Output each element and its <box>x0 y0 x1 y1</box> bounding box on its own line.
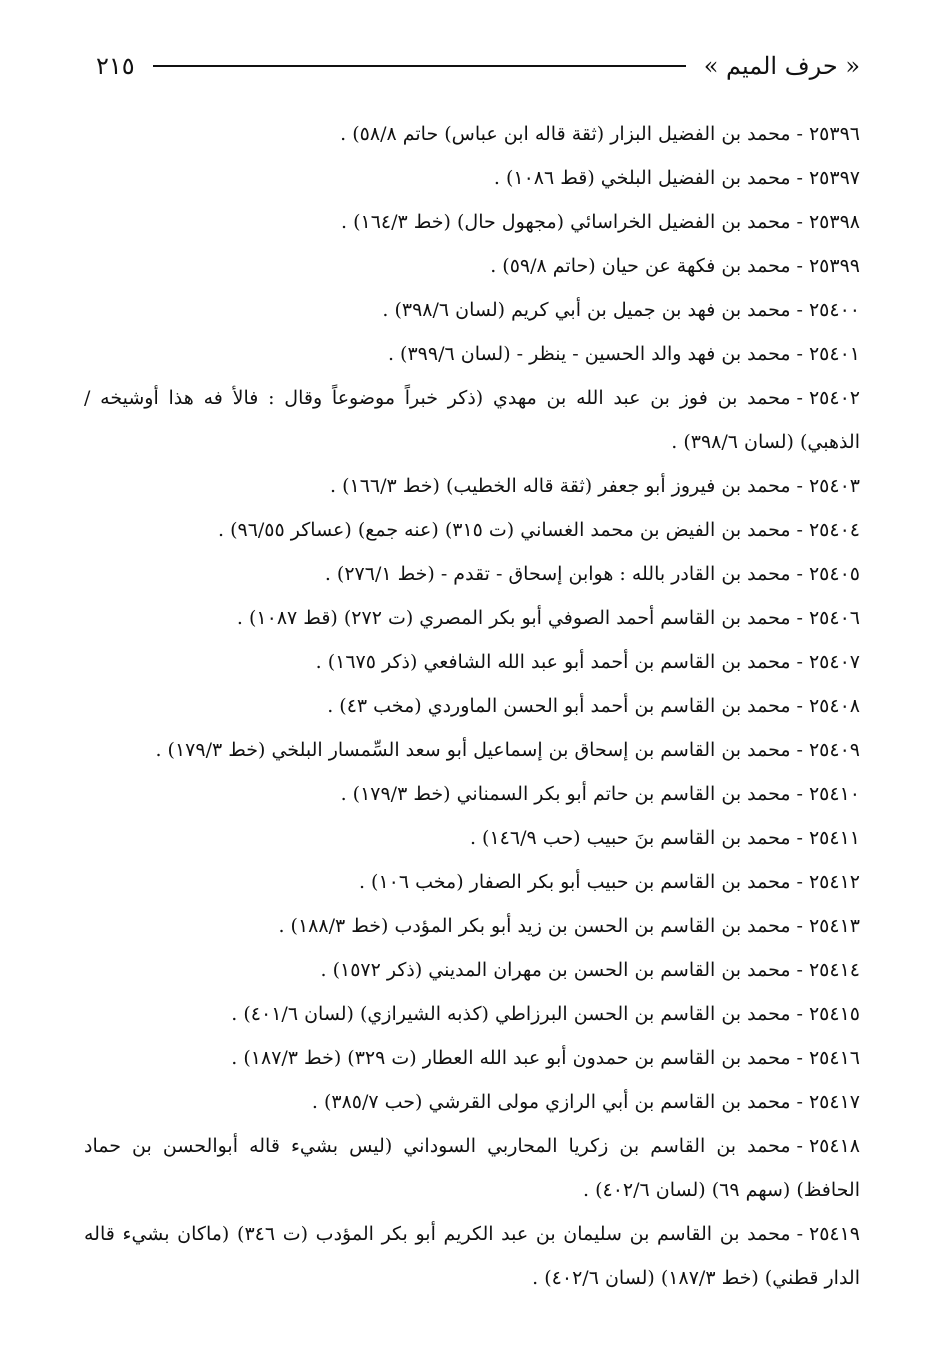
entry-separator: - <box>796 959 803 981</box>
entry-separator: - <box>796 783 803 805</box>
list-item <box>84 464 860 508</box>
entry-number: ٢٥٤٠٣ <box>808 475 860 497</box>
entry-separator: - <box>796 1223 803 1245</box>
list-item <box>84 992 860 1036</box>
list-item <box>84 332 860 376</box>
entry-number: ٢٥٤١٣ <box>808 915 860 937</box>
entry-separator: - <box>796 607 803 629</box>
entry-text: محمد بن القاسم بن زكريا المحاربي السوداني (ليس بشيء قاله أبوالحسن بن حماد الحافظ) (سهم ٦٩) (لسان ٤٠٢/٦) . <box>84 1135 860 1201</box>
entry-number: ٢٥٣٩٦ <box>808 123 860 145</box>
entry-number: ٢٥٤٠٥ <box>808 563 860 585</box>
list-item <box>84 860 860 904</box>
entry-separator: - <box>796 739 803 761</box>
entry-text: محمد بن الفيض بن محمد الغساني (ت ٣١٥) (عنه جمع) (عساكر ٩٦/٥٥) . <box>218 519 791 541</box>
entry-number: ٢٥٣٩٩ <box>808 255 860 277</box>
list-item <box>84 684 860 728</box>
entry-number: ٢٥٤٠٠ <box>808 299 860 321</box>
entry-text: محمد بن القاسم أحمد الصوفي أبو بكر المصري (ت ٢٧٢) (قط ١٠٨٧) . <box>236 607 791 629</box>
entry-number: ٢٥٤٠٢ <box>808 387 860 409</box>
entry-text: محمد بن القاسم بن حاتم أبو بكر السمناني (خط ١٧٩/٣) . <box>340 783 791 805</box>
entry-number: ٢٥٤١٥ <box>808 1003 860 1025</box>
entry-separator: - <box>796 299 803 321</box>
entry-separator: - <box>796 1003 803 1025</box>
entry-separator: - <box>796 695 803 717</box>
list-item <box>84 640 860 684</box>
entry-separator: - <box>796 211 803 233</box>
entry-separator: - <box>796 1047 803 1069</box>
entry-number: ٢٥٤٠١ <box>808 343 860 365</box>
entry-text: محمد بن فوز بن عبد الله بن مهدي (ذكر خبراً موضوعاً وقال : فالأ فه هذا أوشيخه / الذهبي) (لسان ٣٩٨/٦) . <box>84 387 860 453</box>
entry-number: ٢٥٤١٨ <box>808 1135 860 1157</box>
list-item <box>84 112 860 156</box>
entry-number: ٢٥٤١٧ <box>808 1091 860 1113</box>
entry-number: ٢٥٤٠٤ <box>808 519 860 541</box>
list-item <box>84 728 860 772</box>
entry-separator: - <box>796 475 803 497</box>
header-rule <box>153 65 686 67</box>
entry-separator: - <box>796 563 803 585</box>
list-item <box>84 772 860 816</box>
entry-number: ٢٥٣٩٨ <box>808 211 860 233</box>
entry-text: محمد بن القاسم بن الحسن بن مهران المديني (ذكر ١٥٧٢) . <box>320 959 791 981</box>
list-item <box>84 1080 860 1124</box>
list-item <box>84 1124 860 1212</box>
entry-separator: - <box>796 871 803 893</box>
entry-separator: - <box>796 1091 803 1113</box>
entry-separator: - <box>796 519 803 541</box>
entry-text: محمد بن القاسم بن سليمان بن عبد الكريم أبو بكر المؤدب (ت ٣٤٦) (ماكان بشيء قاله الدار قطني) (خط ١٨٧/٣) (لسان ٤٠٢/٦) . <box>84 1223 860 1289</box>
entry-separator: - <box>796 1135 803 1157</box>
entry-number: ٢٥٤١٢ <box>808 871 860 893</box>
page-number: ٢١٥ <box>96 52 135 80</box>
entry-number: ٢٥٤٠٦ <box>808 607 860 629</box>
entry-text: محمد بن القاسم بن الحسن البرزاطي (كذبه الشيرازي) (لسان ٤٠١/٦) . <box>231 1003 791 1025</box>
entry-text: محمد بن القاسم بن الحسن بن زيد أبو بكر المؤدب (خط ١٨٨/٣) . <box>278 915 791 937</box>
entry-text: محمد بن القادر بالله : هوابن إسحاق - تقدم - (خط ٢٧٦/١) . <box>324 563 791 585</box>
entry-number: ٢٥٤١٠ <box>808 783 860 805</box>
entry-separator: - <box>796 387 803 409</box>
entry-text: محمد بن فهد والد الحسين - ينظر - (لسان ٣٩٩/٦) . <box>387 343 791 365</box>
list-item <box>84 1212 860 1300</box>
entry-text: محمد بن فهد بن جميل بن أبي كريم (لسان ٣٩٨/٦) . <box>382 299 791 321</box>
list-item <box>84 552 860 596</box>
list-item <box>84 904 860 948</box>
header-title: « حرف الميم » <box>703 52 860 80</box>
entry-text: محمد بن القاسم بن أبي الرازي مولى القرشي (حب ٣٨٥/٧) . <box>311 1091 791 1113</box>
entry-separator: - <box>796 167 803 189</box>
entry-text: محمد بن القاسم بن حمدون أبو عبد الله العطار (ت ٣٢٩) (خط ١٨٧/٣) . <box>231 1047 791 1069</box>
page-header <box>96 46 860 86</box>
list-item <box>84 596 860 640</box>
entry-list <box>84 112 860 1300</box>
entry-text: محمد بن فكهة عن حيان (حاتم ٥٩/٨) . <box>490 255 791 277</box>
entry-number: ٢٥٤٠٨ <box>808 695 860 717</box>
entry-text: محمد بن القاسم بن حبيب أبو بكر الصفار (مخب ١٠٦) . <box>358 871 791 893</box>
entry-text: محمد بن القاسم بن أحمد أبو الحسن الماوردي (مخب ٤٣) . <box>327 695 791 717</box>
entry-text: محمد بن الفضيل البلخي (قط ١٠٨٦) . <box>493 167 791 189</box>
entry-number: ٢٥٤١٦ <box>808 1047 860 1069</box>
entry-number: ٢٥٤١٩ <box>808 1223 861 1245</box>
entry-text: محمد بن الفضيل البزار (ثقة قاله ابن عباس) حاتم ٥٨/٨) . <box>340 123 791 145</box>
entry-text: محمد بن الفضيل الخراسائي (مجهول حال) (خط ١٦٤/٣) . <box>341 211 791 233</box>
entry-separator: - <box>796 343 803 365</box>
list-item <box>84 244 860 288</box>
list-item <box>84 508 860 552</box>
entry-separator: - <box>796 123 803 145</box>
entry-text: محمد بن القاسم بنَ حبيب (حب ١٤٦/٩) . <box>469 827 791 849</box>
entry-number: ٢٥٤٠٧ <box>808 651 860 673</box>
entry-separator: - <box>796 651 803 673</box>
list-item <box>84 288 860 332</box>
entry-separator: - <box>796 255 803 277</box>
entry-number: ٢٥٤١١ <box>808 827 860 849</box>
entry-text: محمد بن فيروز أبو جعفر (ثقة قاله الخطيب) (خط ١٦٦/٣) . <box>330 475 791 497</box>
entry-number: ٢٥٤١٤ <box>808 959 860 981</box>
list-item <box>84 200 860 244</box>
list-item <box>84 816 860 860</box>
list-item <box>84 948 860 992</box>
list-item <box>84 376 860 464</box>
entry-text: محمد بن القاسم بن إسحاق بن إسماعيل أبو سعد السِّمسار البلخي (خط ١٧٩/٣) . <box>155 739 791 761</box>
entry-separator: - <box>796 827 803 849</box>
list-item <box>84 156 860 200</box>
list-item <box>84 1036 860 1080</box>
entry-number: ٢٥٣٩٧ <box>808 167 860 189</box>
entry-text: محمد بن القاسم بن أحمد أبو عبد الله الشافعي (ذكر ١٦٧٥) . <box>315 651 791 673</box>
entry-number: ٢٥٤٠٩ <box>808 739 860 761</box>
entry-separator: - <box>796 915 803 937</box>
